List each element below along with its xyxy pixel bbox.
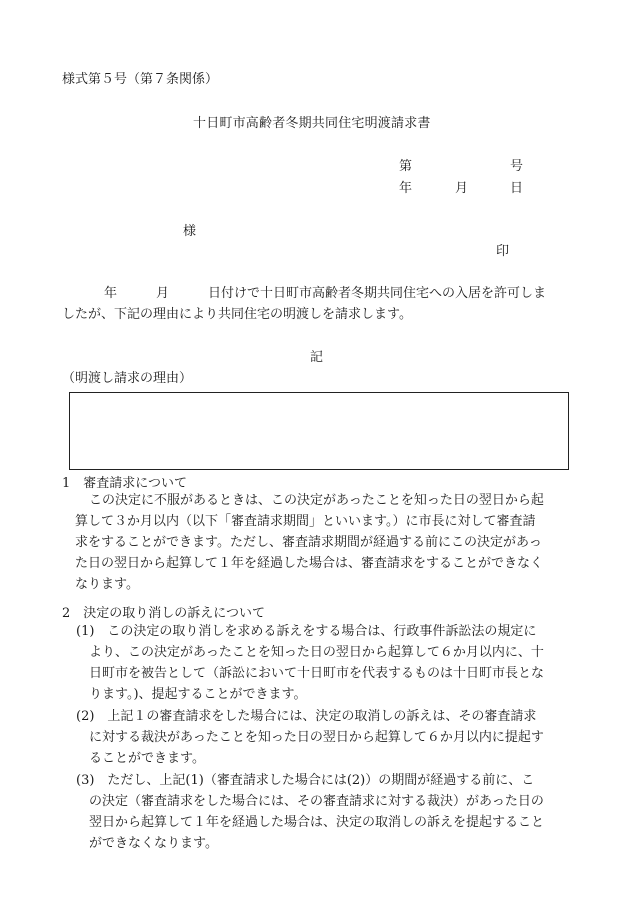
note1-line: 求をすることができます。ただし、審査請求期間が経過する前にこの決定があっ <box>75 535 542 550</box>
date-month: 月 <box>455 181 469 196</box>
form-number: 様式第５号（第７条関係） <box>62 72 219 87</box>
doc-no-suffix: 号 <box>510 159 524 174</box>
date-year: 年 <box>399 181 413 196</box>
note1-heading: 1 審査請求について <box>62 476 188 491</box>
body-month: 月 <box>156 286 170 301</box>
date-day: 日 <box>510 181 524 196</box>
reason-box <box>69 392 569 470</box>
note2-1-line: ります。)、提起することができます。 <box>89 687 307 702</box>
note2-3-line: の決定（審査請求をした場合には、その審査請求に対する裁決）があった日の <box>89 794 544 809</box>
note2-2-line: ることができます。 <box>89 751 205 766</box>
addressee-honorific: 様 <box>183 224 197 239</box>
body-year: 年 <box>104 286 118 301</box>
note2-2-line: (2) 上記１の審査請求をした場合には、決定の取消しの訴えは、その審査請求 <box>76 709 537 724</box>
note2-1-line: 日町市を被告として（訴訟において十日町市を代表するものは十日町市長とな <box>89 666 545 681</box>
note2-1-line: より、この決定があったことを知った日の翌日から起算して６か月以内に、十 <box>89 645 544 660</box>
body-text-line2: したが、下記の理由により共同住宅の明渡しを請求します。 <box>62 307 412 322</box>
note2-3-block <box>0 773 630 861</box>
note2-2-line: に対する裁決があったことを知った日の翌日から起算して６か月以内に提起す <box>89 730 544 745</box>
note2-heading: 2 決定の取り消しの訴えについて <box>62 606 266 621</box>
doc-no-prefix: 第 <box>399 159 413 174</box>
reason-label: （明渡し請求の理由） <box>62 371 193 386</box>
note2-1-block <box>0 624 630 712</box>
ki-heading: 記 <box>310 350 324 365</box>
body-text-line1: 日付けで十日町市高齢者冬期共同住宅への入居を許可しま <box>208 286 547 301</box>
page-title: 十日町市高齢者冬期共同住宅明渡請求書 <box>193 116 431 131</box>
note1-line: なります。 <box>75 577 139 592</box>
note1-line: この決定に不服があるときは、この決定があったことを知った日の翌日から起 <box>89 493 544 508</box>
note2-2-block <box>0 709 630 777</box>
note2-3-line: (3) ただし、上記(1)（審査請求した場合には(2)）の期間が経過する前に、こ <box>76 773 535 788</box>
note2-3-line: ができなくなります。 <box>89 836 218 851</box>
note1-block <box>0 493 630 603</box>
note2-1-line: (1) この決定の取り消しを求める訴えをする場合は、行政事件訴訟法の規定に <box>76 624 537 639</box>
note2-3-line: 翌日から起算して１年を経過した場合は、決定の取消しの訴えを提起すること <box>89 815 545 830</box>
note1-line: 算して３か月以内（以下「審査請求期間」といいます。）に市長に対して審査請 <box>75 514 536 529</box>
note1-line: た日の翌日から起算して１年を経過した場合は、審査請求をすることができなく <box>75 556 544 571</box>
seal-mark: 印 <box>496 244 510 259</box>
